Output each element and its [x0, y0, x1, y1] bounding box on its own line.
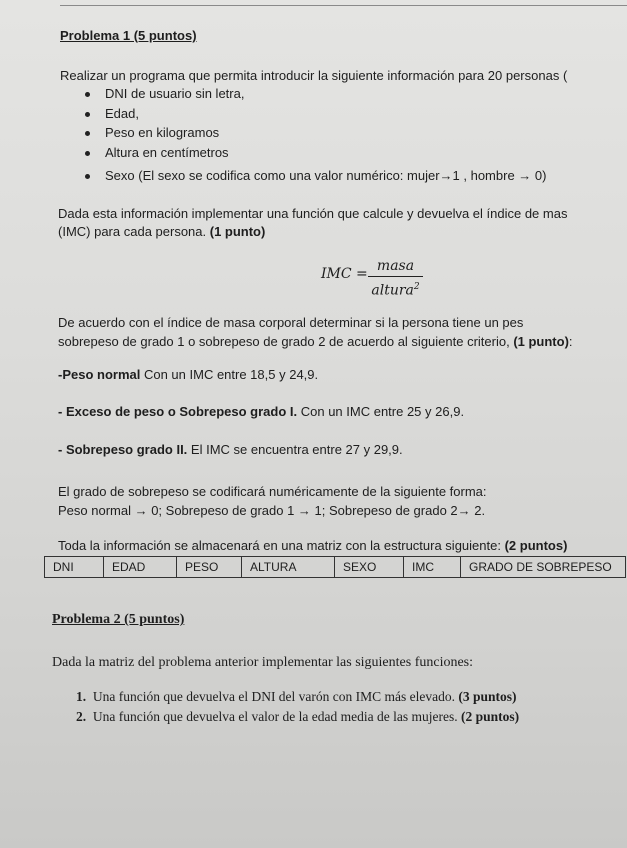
criterion-grade2	[58, 442, 403, 458]
bullet-dot	[85, 112, 90, 117]
item1-points: (3 puntos)	[458, 689, 517, 704]
formula-fraction	[368, 258, 423, 299]
item2-number: 2.	[76, 709, 87, 724]
coding-line1: El grado de sobrepeso se codificará numéricamente de la siguiente forma:	[58, 484, 487, 499]
criteria-paragraph-points: (1 punto)	[513, 334, 569, 349]
criteria-paragraph-colon: :	[568, 334, 573, 349]
matrix-intro-points: (2 puntos)	[504, 538, 568, 553]
formula-numerator: masa	[376, 258, 415, 274]
column-dni: DNI	[45, 557, 104, 578]
column-sexo: SEXO	[335, 557, 404, 578]
bullet-dot	[85, 131, 90, 136]
item1-number: 1.	[76, 689, 87, 704]
criterion-grade1	[58, 404, 464, 420]
criteria-paragraph-line2	[58, 334, 573, 350]
imc-paragraph-points: (1 punto)	[209, 224, 266, 239]
bullet-sexo: Sexo (El sexo se codifica como una valor numérico: mujer→1 , hombre → 0)	[105, 168, 547, 183]
column-altura: ALTURA	[242, 557, 335, 578]
imc-paragraph-text: (IMC) para cada persona.	[58, 224, 210, 239]
item1-text: Una función que devuelva el DNI del varón con IMC más elevado.	[92, 689, 459, 704]
column-imc: IMC	[404, 557, 461, 578]
formula-exponent: 2	[413, 282, 420, 292]
column-edad: EDAD	[104, 557, 177, 578]
bullet-peso: Peso en kilogramos	[105, 125, 220, 140]
problem2-title: Problema 2 (5 puntos)	[52, 612, 185, 627]
imc-paragraph-line1: Dada esta información implementar una función que calcule y devuelva el índice de mas	[58, 206, 568, 221]
bullet-dot	[85, 174, 90, 179]
item2-points: (2 puntos)	[460, 709, 520, 724]
bullet-altura: Altura en centímetros	[105, 145, 229, 160]
matrix-intro	[58, 538, 567, 554]
problem1-title: Problema 1 (5 puntos)	[60, 28, 197, 43]
list-item	[76, 689, 517, 705]
criteria-paragraph-line1: De acuerdo con el índice de masa corporal determinar si la persona tiene un pes	[58, 315, 524, 330]
fraction-bar	[368, 276, 423, 277]
imc-paragraph-line2	[58, 224, 265, 240]
coding-line2: Peso normal → 0; Sobrepeso de grado 1 → 1; Sobrepeso de grado 2→ 2.	[58, 503, 486, 518]
bullet-edad: Edad,	[105, 106, 139, 121]
item2-text: Una función que devuelva el valor de la edad media de las mujeres.	[92, 709, 461, 724]
criterion-normal-label: -Peso normal	[58, 367, 141, 382]
criterion-normal	[58, 367, 318, 383]
criterion-grade2-text: El IMC se encuentra entre 27 y 29,9.	[187, 442, 403, 457]
formula-lhs: IMC =	[321, 266, 368, 282]
criterion-grade1-label: - Exceso de peso o Sobrepeso grado I.	[58, 404, 298, 419]
top-rule	[60, 5, 627, 6]
column-peso: PESO	[177, 557, 242, 578]
matrix-intro-text: Toda la información se almacenará en una matriz con la estructura siguiente:	[58, 538, 505, 553]
column-grado-sobrepeso: GRADO DE SOBREPESO	[461, 557, 626, 578]
criterion-grade1-text: Con un IMC entre 25 y 26,9.	[297, 404, 465, 419]
criterion-grade2-label: - Sobrepeso grado II.	[58, 442, 188, 457]
bullet-dni: DNI de usuario sin letra,	[105, 86, 245, 101]
formula-denominator-base: altura	[371, 282, 414, 299]
table-row	[45, 557, 626, 578]
bullet-dot	[85, 92, 90, 97]
problem2-intro: Dada la matriz del problema anterior implementar las siguientes funciones:	[52, 655, 474, 670]
matrix-structure-table	[44, 556, 626, 578]
formula-denominator	[368, 279, 423, 299]
bullet-dot	[85, 151, 90, 156]
criteria-paragraph-text: sobrepeso de grado 1 o sobrepeso de grado 2 de acuerdo al siguiente criterio,	[58, 334, 514, 349]
problem1-intro: Realizar un programa que permita introducir la siguiente información para 20 personas (	[60, 68, 568, 83]
criterion-normal-text: Con un IMC entre 18,5 y 24,9.	[140, 367, 319, 382]
list-item	[76, 709, 519, 725]
